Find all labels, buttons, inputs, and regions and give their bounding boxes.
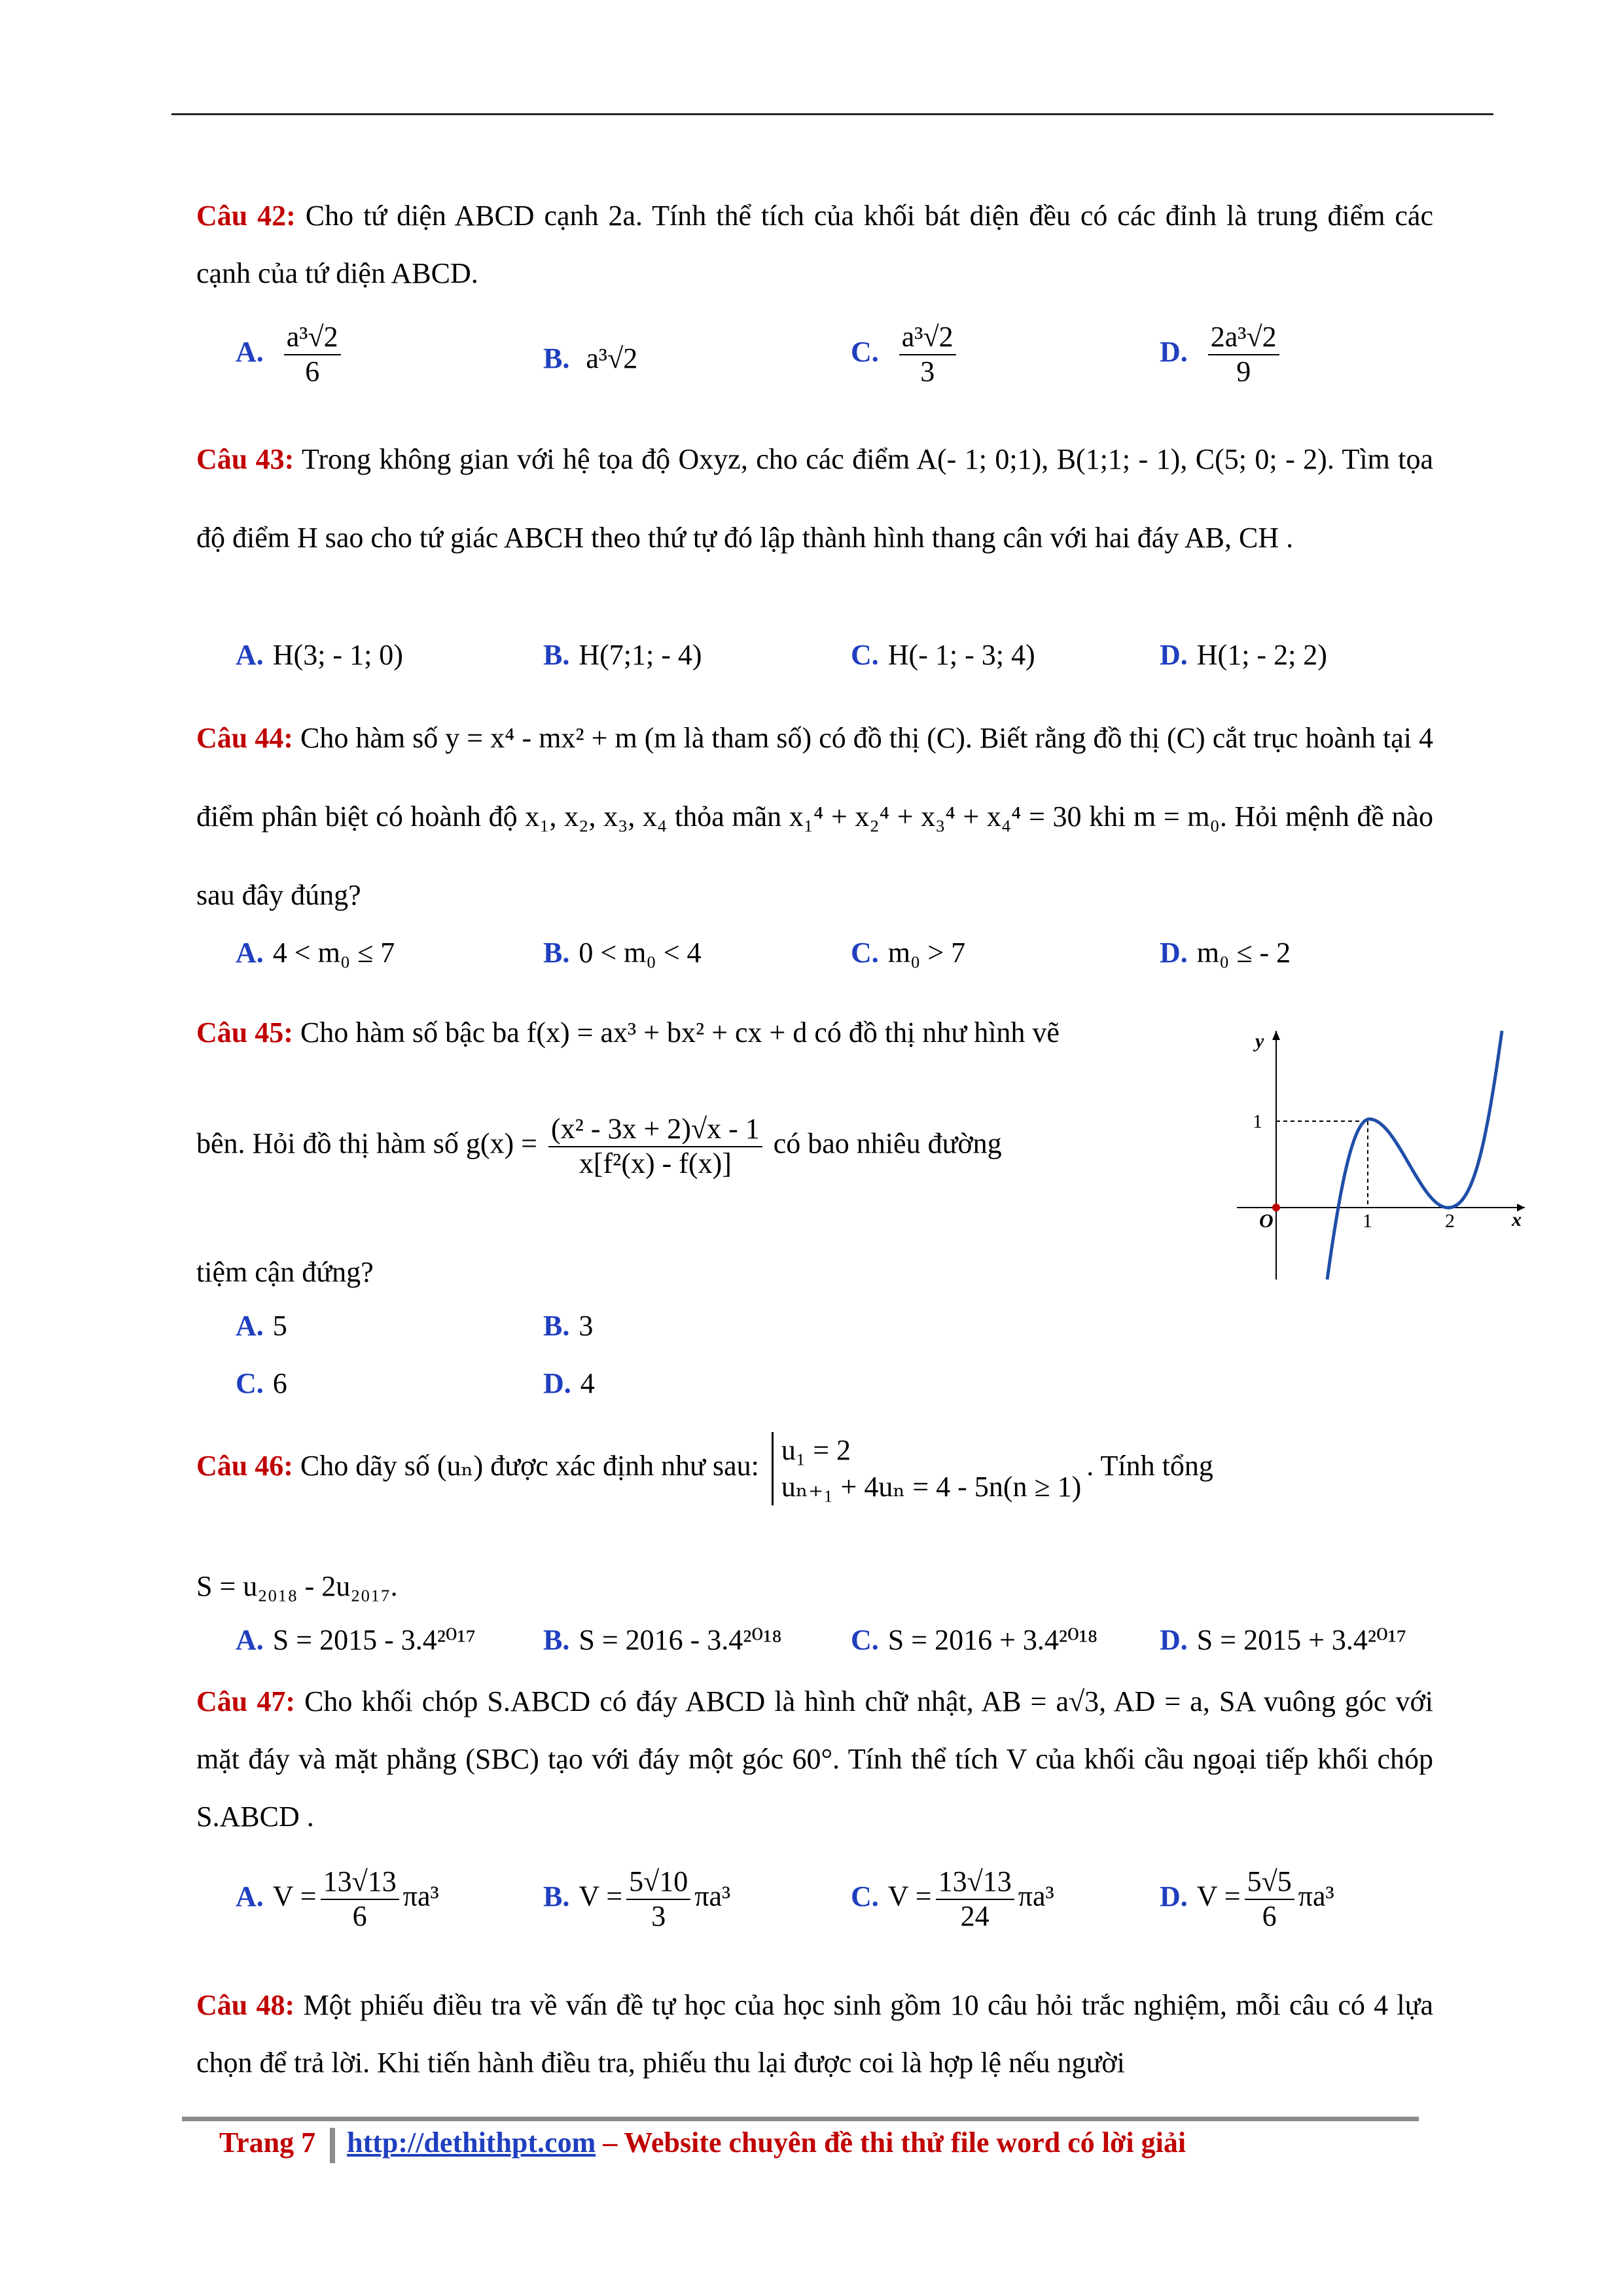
option-d: D. $\frac{\text{2a³√2}}{9}$	[1160, 321, 1283, 388]
top-rule	[171, 113, 1493, 115]
cubic-graph	[1237, 1018, 1525, 1280]
option-a: A. $\frac{\text{a³√2}}{6}$	[236, 321, 345, 388]
option-d: D. m₀ ≤ - 2	[1160, 937, 1291, 969]
option-b: B. 3	[543, 1310, 594, 1342]
option-b: B. H(7;1; - 4)	[543, 639, 702, 671]
question-label: Câu 42:	[196, 200, 296, 232]
option-c: C. m₀ > 7	[851, 937, 966, 969]
question-42	[196, 187, 1433, 302]
option-d: D. S = 2015 + 3.4²⁰¹⁷	[1160, 1624, 1407, 1656]
question-48: Câu 48: Một phiếu điều tra về vấn đề tự học của học sinh gồm 10 câu hỏi trắc nghiệm, mỗi câu có 4 lựa chọn để trả lời. Khi tiến hành điều tra, phiếu thu lại được coi là hợp lệ nếu người	[196, 1989, 1434, 2079]
option-c: C. V = $\frac{13√13}{24}$ πa³	[851, 1865, 1054, 1932]
footer	[219, 2126, 1186, 2163]
option-b: B. S = 2016 - 3.4²⁰¹⁸	[543, 1624, 782, 1656]
tick-x-2: 2	[1445, 1210, 1455, 1232]
tick-x-1: 1	[1363, 1210, 1372, 1232]
option-a: A. H(3; - 1; 0)	[236, 639, 403, 671]
option-d: D. 4	[543, 1367, 595, 1399]
question-45-line3: tiệm cận đứng?	[196, 1256, 374, 1288]
option-d: D. V = $\frac{5√5}{6}$ πa³	[1160, 1865, 1334, 1932]
origin-label: O	[1259, 1210, 1274, 1232]
question-46: Câu 46: Cho dãy số (uₙ) được xác định như sau: u₁ = 2 uₙ₊₁ + 4uₙ = 4 - 5n(n ≥ 1) . Tính tổng	[196, 1432, 1433, 1505]
option-c: C. 6	[236, 1367, 287, 1399]
y-axis-arrow-icon	[1272, 1031, 1280, 1040]
option-b: B. a³√2	[543, 342, 638, 374]
question-label: Câu 43:	[196, 443, 294, 475]
footer-tagline: – Website chuyên đề thi thử file word có lời giải	[603, 2126, 1186, 2159]
y-axis-label: y	[1255, 1030, 1264, 1052]
option-b: B. 0 < m₀ < 4	[543, 937, 702, 969]
question-label: Câu 45:	[196, 1016, 293, 1049]
option-a: A. 4 < m₀ ≤ 7	[236, 937, 395, 969]
question-45-line1: Câu 45: Cho hàm số bậc ba f(x) = ax³ + bx² + cx + d có đồ thị như hình vẽ	[196, 1016, 1060, 1049]
question-label: Câu 44:	[196, 722, 293, 754]
option-c: C. S = 2016 + 3.4²⁰¹⁸	[851, 1624, 1098, 1656]
question-47: Câu 47: Cho khối chóp S.ABCD có đáy ABCD là hình chữ nhật, AB = a√3, AD = a, SA vuông góc với mặt đáy và mặt phẳng (SBC) tạo với đáy một góc 60°. Tính thể tích V của khối cầu ngoại tiếp khối chóp S.ABCD .	[196, 1685, 1433, 1833]
question-45-line2: bên. Hỏi đồ thị hàm số g(x) = $\frac{\text{(x² - 3x + 2)√x - 1}}{\text{x[f²(x) - f(x)]}}$ có bao nhiêu đường	[196, 1113, 1002, 1179]
option-d: D. H(1; - 2; 2)	[1160, 639, 1327, 671]
question-44: Câu 44: Cho hàm số y = x⁴ - mx² + m (m là tham số) có đồ thị (C). Biết rằng đồ thị (C) cắt trục hoành tại 4 điểm phân biệt có hoành độ x₁, x₂, x₃, x₄ thỏa mãn x₁⁴ + x₂⁴ + x₃⁴ + x₄⁴ = 30 khi m = m₀. Hỏi mệnh đề nào sau đây đúng?	[196, 722, 1434, 911]
question-label: Câu 46:	[196, 1450, 293, 1482]
origin-point	[1272, 1204, 1280, 1211]
option-c: C. $\frac{\text{a³√2}}{3}$	[851, 321, 960, 388]
recurrence-system: u₁ = 2 uₙ₊₁ + 4uₙ = 4 - 5n(n ≥ 1)	[772, 1432, 1081, 1505]
option-b: B. V = $\frac{5√10}{3}$ πa³	[543, 1865, 731, 1932]
tick-y-1: 1	[1253, 1111, 1262, 1132]
option-c: C. H(- 1; - 3; 4)	[851, 639, 1035, 671]
footer-divider	[330, 2128, 335, 2163]
option-a: A. S = 2015 - 3.4²⁰¹⁷	[236, 1624, 476, 1656]
question-46-sum: S = u₂₀₁₈ - 2u₂₀₁₇.	[196, 1570, 398, 1602]
cubic-curve	[1327, 1031, 1502, 1280]
question-label: Câu 47:	[196, 1685, 295, 1717]
question-text: Cho tứ diện ABCD cạnh 2a. Tính thể tích của khối bát diện đều có các đỉnh là trung điểm các cạnh của tứ diện ABCD.	[196, 200, 1433, 289]
x-axis-label: x	[1512, 1209, 1522, 1230]
footer-rule	[182, 2117, 1419, 2121]
question-43: Câu 43: Trong không gian với hệ tọa độ Oxyz, cho các điểm A(- 1; 0;1), B(1;1; - 1), C(5; 0; - 2). Tìm tọa độ điểm H sao cho tứ giác ABCH theo thứ tự đó lập thành hình thang cân với hai đáy AB, CH .	[196, 443, 1433, 554]
page-number: Trang 7	[219, 2126, 316, 2159]
option-a: A. 5	[236, 1310, 287, 1342]
question-label: Câu 48:	[196, 1989, 295, 2021]
website-link[interactable]: http://dethithpt.com	[347, 2126, 596, 2159]
option-a: A. V = $\frac{13√13}{6}$ πa³	[236, 1865, 439, 1932]
